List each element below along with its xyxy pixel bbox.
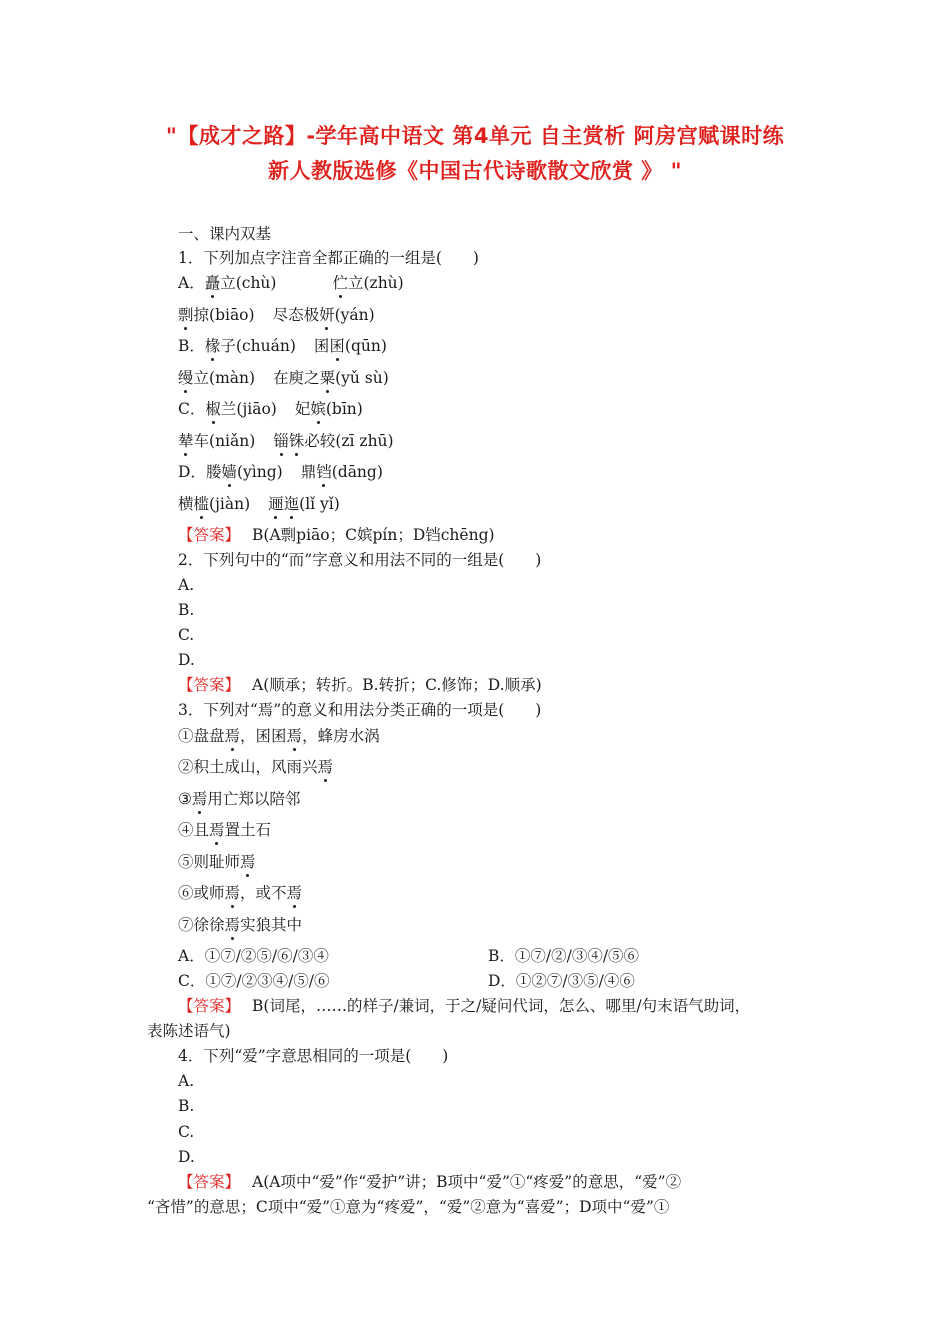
dotted-char: 椒 (205, 400, 221, 418)
question-1-stem: 1．下列加点字注音全都正确的一组是( ) (178, 249, 479, 267)
option-label: A． (178, 274, 205, 292)
q3-sentence-1 (178, 729, 380, 745)
q3-option-a: A．①⑦/②⑤/⑥/③④ (178, 947, 329, 965)
answer-label: 【答案】 (178, 1173, 241, 1191)
pinyin-text: (jiàn) (209, 495, 251, 513)
question-3-stem: 3．下列对“焉”的意义和用法分类正确的一项是( ) (178, 701, 542, 719)
question-2-stem: 2．下列句中的“而”字意义和用法不同的一组是( ) (178, 551, 542, 569)
plain-text: 囷 (313, 337, 330, 355)
dotted-char: 焉 (209, 821, 225, 839)
dotted-char: 剽 (178, 306, 194, 324)
option-label: C． (178, 400, 206, 418)
dotted-char: 焉 (224, 884, 241, 902)
plain-text: ，或不 (240, 884, 287, 902)
pinyin-text: 掠(biāo) (193, 306, 255, 324)
pinyin-text: 兰(jiāo) (220, 400, 277, 418)
plain-text: ①盘盘 (178, 727, 225, 745)
pinyin-text: (lǐ yǐ) (299, 495, 340, 513)
dotted-char: 铢 (288, 432, 305, 450)
pinyin-text: (yán) (334, 306, 375, 324)
answer-label: 【答案】 (178, 997, 241, 1015)
q2-option-a: A. (178, 576, 195, 594)
q4-answer-continued: “吝惜”的意思；C项中“爱”①意为“疼爱”，“爱”②意为“喜爱”；D项中“爱”① (147, 1198, 670, 1216)
q1-answer (178, 528, 495, 544)
dotted-char: 矗 (204, 274, 221, 292)
q1-option-d-line (178, 465, 383, 481)
dotted-char: 焉 (286, 884, 303, 902)
dotted-char: 锱 (273, 432, 289, 450)
q1-option-d-line2 (178, 497, 340, 513)
q3-sentence-6 (178, 886, 302, 902)
q3-sentence-3 (178, 792, 300, 808)
plain-text: 媵 (205, 463, 222, 481)
q1-option-c-line2 (178, 434, 394, 450)
dotted-char: 妍 (319, 306, 335, 324)
q3-option-c: C．①⑦/②③④/⑤/⑥ (178, 972, 330, 990)
q3-sentence-2 (178, 760, 333, 776)
dotted-char: 焉 (240, 853, 256, 871)
pinyin-text: 立(màn) (193, 369, 256, 387)
dotted-char: 逦 (268, 495, 284, 513)
q4-option-b: B. (178, 1097, 195, 1115)
dotted-char: 焉 (224, 916, 241, 934)
q3-option-b: B．①⑦/②/③④/⑤⑥ (488, 947, 640, 965)
plain-text: ②积土成山，风雨兴 (178, 758, 318, 776)
answer-text: A(顺承；转折。B.转折；C.修饰；D.顺承) (252, 676, 542, 694)
dotted-char: 囷 (329, 337, 345, 355)
answer-text: B(词尾，……的样子/兼词，于之/疑问代词，怎么、哪里/句末语气助词， (252, 997, 751, 1015)
q3-sentence-4 (178, 823, 271, 839)
q3-answer-continued: 表陈述语气) (147, 1022, 231, 1040)
q4-option-d: D. (178, 1148, 195, 1166)
pinyin-text: (dāng) (331, 463, 383, 481)
plain-text: 用亡郑以陪邻 (207, 790, 301, 808)
answer-text: B(A剽piāo；C嫔pín；D铛chēng) (252, 526, 495, 544)
dotted-char: 缦 (178, 369, 194, 387)
q3-sentence-5 (178, 855, 256, 871)
pinyin-text: 立(zhù) (347, 274, 404, 292)
plain-text: ，蜂房水涡 (302, 727, 380, 745)
q2-option-c: C. (178, 626, 195, 644)
document-title-line-2: 新人教版选修《中国古代诗歌散文欣赏 》 " (267, 159, 683, 183)
plain-text: 横 (178, 495, 194, 513)
dotted-char: 槛 (193, 495, 210, 513)
pinyin-text: 必较(zī zhū) (304, 432, 394, 450)
plain-text: ⑦徐徐 (178, 916, 225, 934)
dotted-char: 焉 (224, 727, 241, 745)
pinyin-text: (yìng) (236, 463, 283, 481)
plain-text: 妃 (294, 400, 311, 418)
dotted-char: 嫱 (221, 463, 237, 481)
dotted-char: 粟 (319, 369, 336, 387)
option-label: B． (178, 337, 205, 355)
answer-label: 【答案】 (178, 676, 241, 694)
plain-text: 在庾之 (273, 369, 320, 387)
answer-label: 【答案】 (178, 526, 241, 544)
q3-sentence-7 (178, 918, 302, 934)
question-4-stem: 4．下列“爱”字意思相同的一项是( ) (178, 1047, 449, 1065)
pinyin-text: 立(chù) (220, 274, 277, 292)
pinyin-text: (qūn) (344, 337, 387, 355)
plain-text: 尽态极 (272, 306, 320, 324)
q4-answer (178, 1175, 681, 1191)
pinyin-text: (bīn) (325, 400, 363, 418)
q1-option-a-line2 (178, 308, 375, 324)
dotted-char: 焉 (286, 727, 303, 745)
plain-text: ④且 (178, 821, 210, 839)
dotted-char: 迤 (283, 495, 300, 513)
plain-text: 鼎 (300, 463, 317, 481)
section-heading: 一、课内双基 (178, 225, 272, 243)
dotted-char: 伫 (332, 274, 348, 292)
plain-text: ，囷囷 (240, 727, 287, 745)
plain-text: 置土石 (224, 821, 272, 839)
option-label: D． (178, 463, 206, 481)
dotted-char: 焉 (317, 758, 334, 776)
q3-option-d: D．①②⑦/③⑤/④⑥ (488, 972, 635, 990)
plain-text: ⑥或师 (178, 884, 225, 902)
q4-option-c: C. (178, 1123, 195, 1141)
dotted-char: 椽 (204, 337, 221, 355)
document-title-line-1: "【成才之路】-学年高中语文 第4单元 自主赏析 阿房宫赋课时练 (165, 124, 785, 148)
q1-option-b-line2 (178, 371, 389, 387)
q4-option-a: A. (178, 1072, 195, 1090)
plain-text: ③ (178, 790, 192, 808)
dotted-char: 辇 (178, 432, 194, 450)
dotted-char: 嫔 (310, 400, 326, 418)
dotted-char: 铛 (316, 463, 332, 481)
pinyin-text: (yǔ sù) (335, 369, 389, 387)
q2-answer (178, 678, 542, 694)
q1-option-a-line (178, 276, 404, 292)
q2-option-b: B. (178, 601, 195, 619)
pinyin-text: 子(chuán) (220, 337, 296, 355)
answer-text: A(A项中“爱”作“爱护”讲；B项中“爱”①“疼爱”的意思，“爱”② (252, 1173, 682, 1191)
plain-text: 实狼其中 (240, 916, 303, 934)
q1-option-c-line (178, 402, 363, 418)
q3-answer (178, 999, 750, 1015)
dotted-char: 焉 (191, 790, 208, 808)
q2-option-d: D. (178, 651, 195, 669)
q1-option-b-line (178, 339, 387, 355)
pinyin-text: 车(niǎn) (193, 432, 256, 450)
plain-text: ⑤则耻师 (178, 853, 241, 871)
